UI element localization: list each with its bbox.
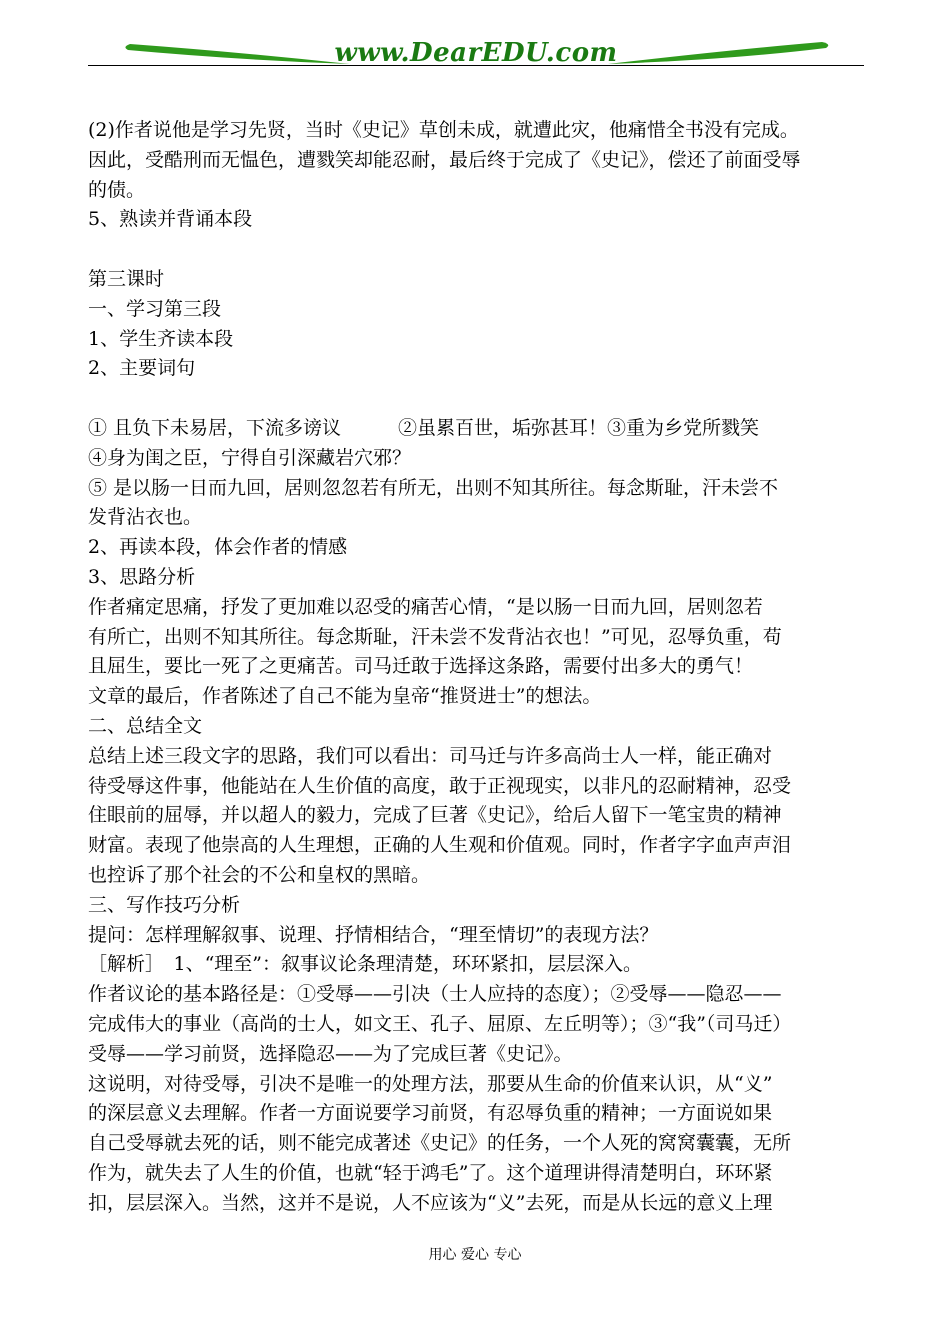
text-line: ［解析］ 1、“理至”：叙事议论条理清楚，环环紧扣，层层深入。 [88,953,643,976]
text-line [88,384,864,414]
text-line: 三、写作技巧分析 [88,893,241,916]
text-line: ⑤ 是以肠一日而九回，居则忽忽若有所无，出则不知其所往。每念斯耻，汗未尝不 [88,476,779,499]
text-line [88,235,864,265]
text-line: 2、再读本段，体会作者的情感 [88,536,348,559]
text-line: 住眼前的屈辱，并以超人的毅力，完成了巨著《史记》，给后人留下一笔宝贵的精神 [88,804,782,827]
text-line: 的深层意义去理解。作者一方面说要学习前贤，有忍辱负重的精神；一方面说如果 [88,1102,773,1125]
text-line: (2)作者说他是学习先贤，当时《史记》草创未成，就遭此灾，他痛惜全书没有完成。 [88,119,799,141]
text-line: 2、主要词句 [88,357,196,380]
text-line: ④身为闺之臣，宁得自引深藏岩穴邪？ [88,446,412,469]
text-line: 扣，层层深入。当然，这并不是说，人不应该为“义”去死，而是从长远的意义上理 [88,1191,773,1214]
text-line: 5、熟读并背诵本段 [88,208,253,231]
text-line: 且屈生，要比一死了之更痛苦。司马迁敢于选择这条路，需要付出多大的勇气！ [88,655,754,678]
text-line: 待受辱这件事，他能站在人生价值的高度，敢于正视现实，以非凡的忍耐精神，忍受 [88,774,792,797]
text-line: 有所亡，出则不知其所往。每念斯耻，汗未尝不发背沾衣也！”可见，忍辱负重，苟 [88,625,782,648]
text-line: 完成伟大的事业（高尚的士人，如文王、孔子、屈原、左丘明等）；③“我”（司马迁） [88,1012,792,1035]
text-line: 财富。表现了他崇高的人生理想，正确的人生观和价值观。同时，作者字字血声声泪 [88,834,792,857]
text-line: 1、学生齐读本段 [88,327,234,350]
text-line: 第三课时 [88,267,165,290]
text-line: 的债。 [88,178,146,201]
text-line: 作为，就失去了人生的价值，也就“轻于鸿毛”了。这个道理讲得清楚明白，环环紧 [88,1161,773,1184]
page-footer: 用心 爱心 专心 [428,1247,522,1263]
text-line: ① 且负下未易居，下流多谤议 ②虽累百世，垢弥甚耳！③重为乡党所戮笑 [88,416,760,439]
text-line: 3、思路分析 [88,565,196,588]
text-line: 总结上述三段文字的思路，我们可以看出：司马迁与许多高尚士人一样，能正确对 [88,744,773,767]
text-line: 二、总结全文 [88,714,203,737]
text-line: 因此，受酷刑而无愠色，遭戮笑却能忍耐，最后终于完成了《史记》，偿还了前面受辱 [88,148,801,171]
text-line: 发背沾衣也。 [88,506,203,529]
header-divider [88,65,864,66]
text-line: 作者痛定思痛，抒发了更加难以忍受的痛苦心情，“是以肠一日而九回，居则忽若 [88,595,763,618]
text-line: 自己受辱就去死的话，则不能完成著述《史记》的任务，一个人死的窝窝囊囊，无所 [88,1132,792,1155]
document-body [88,116,864,1218]
text-line: 也控诉了那个社会的不公和皇权的黑暗。 [88,863,431,886]
text-line: 受辱——学习前贤，选择隐忍——为了完成巨著《史记》。 [88,1042,573,1065]
text-line: 提问：怎样理解叙事、说理、抒情相结合，“理至情切”的表现方法？ [88,923,659,946]
text-line: 一、学习第三段 [88,297,222,320]
site-logo: www.DearEDU.com [334,38,618,68]
text-line: 这说明，对待受辱，引决不是唯一的处理方法，那要从生命的价值来认识，从“义” [88,1072,773,1095]
text-line: 作者议论的基本路径是：①受辱——引决（士人应持的态度）；②受辱——隐忍—— [88,983,782,1006]
text-line: 文章的最后，作者陈述了自己不能为皇帝“推贤进士”的想法。 [88,685,602,708]
